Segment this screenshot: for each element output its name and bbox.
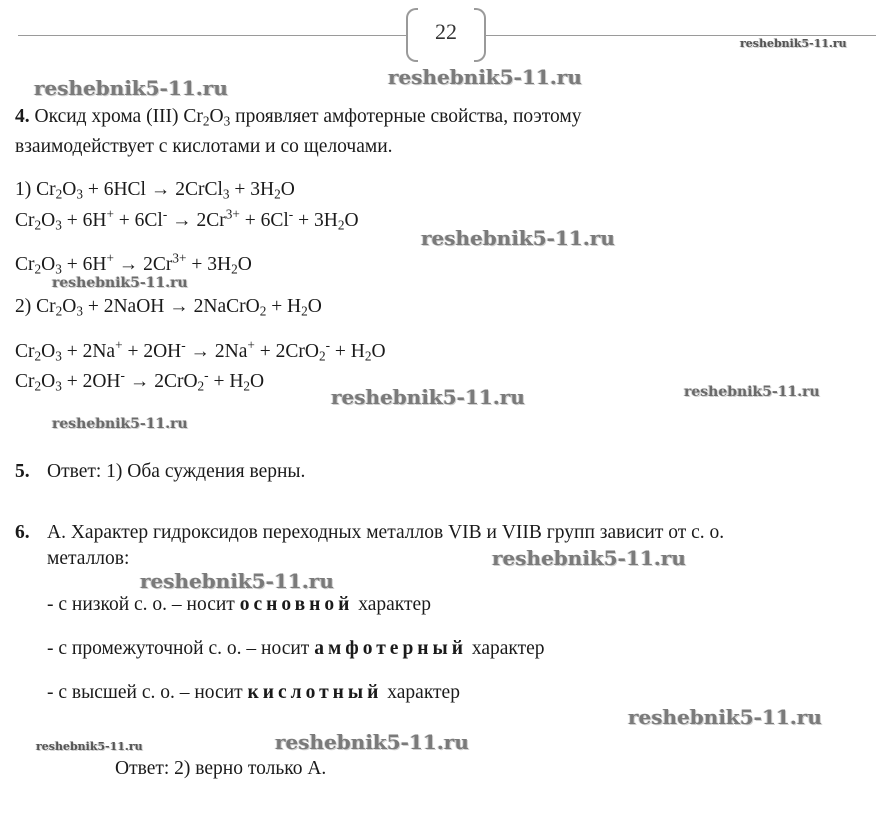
page-number: 22 [435,19,457,44]
task5-answer: Ответ: 1) Оба суждения верны. [47,461,306,482]
page-number-tab [406,8,486,60]
task6-line2: металлов: [47,548,130,569]
equation-2: $Cr_2O_3 + 6H^+ + 6Cl^- \to 2Cr^{3+} + 6Cl^- + 3H_2O$ [15,206,359,233]
header-rule-right [486,35,876,36]
watermark: reshebnik5-11.ru [275,730,469,754]
task4-intro-line1: 4. Оксид хрома (III) $Cr_2O_3$ проявляет амфотерные свойства, поэтому [15,106,582,129]
task6-answer: Ответ: 2) верно только А. [115,758,327,779]
watermark: reshebnik5-11.ru [331,385,525,409]
watermark: reshebnik5-11.ru [52,275,188,291]
watermark: reshebnik5-11.ru [36,740,143,753]
task6-item-low: - с низкой с. о. – носит основной характер [47,594,431,615]
watermark: reshebnik5-11.ru [740,37,847,50]
watermark: reshebnik5-11.ru [388,65,582,89]
watermark: reshebnik5-11.ru [492,546,686,570]
watermark: reshebnik5-11.ru [628,705,822,729]
watermark: reshebnik5-11.ru [140,569,334,593]
watermark: reshebnik5-11.ru [421,226,615,250]
task5-number: 5. [15,461,30,482]
watermark: reshebnik5-11.ru [684,384,820,400]
equation-4: 2) $Cr_2O_3$ + 2NaOH → 2NaCrO$_2$ + $H_2O$ [15,296,322,319]
task6-item-mid: - с промежуточной с. о. – носит амфотерный характер [47,638,545,659]
equation-6: $Cr_2O_3 + 2OH^- \to 2CrO_2^- + H_2O$ [15,367,265,394]
task6-number: 6. [15,522,30,543]
task4-intro-line2: взаимодействует с кислотами и со щелочами. [15,136,393,157]
watermark: reshebnik5-11.ru [34,76,228,100]
header-rule-left [18,35,410,36]
task6-line1: А. Характер гидроксидов переходных металлов VIB и VIIB групп зависит от с. о. [47,522,725,543]
equation-1: 1) $Cr_2O_3 + 6HCl$ → 2CrCl$_3$ + $3H_2O$ [15,179,295,202]
equation-3: $Cr_2O_3 + 6H^+ \to 2Cr^{3+} + 3H_2O$ [15,250,252,277]
watermark: reshebnik5-11.ru [52,416,188,432]
equation-5: $Cr_2O_3 + 2Na^+ + 2OH^- \to 2Na^+ + 2CrO_2^- + H_2O$ [15,337,386,364]
task6-item-high: - с высшей с. о. – носит кислотный характер [47,682,460,703]
task4-number: 4. [15,106,30,127]
